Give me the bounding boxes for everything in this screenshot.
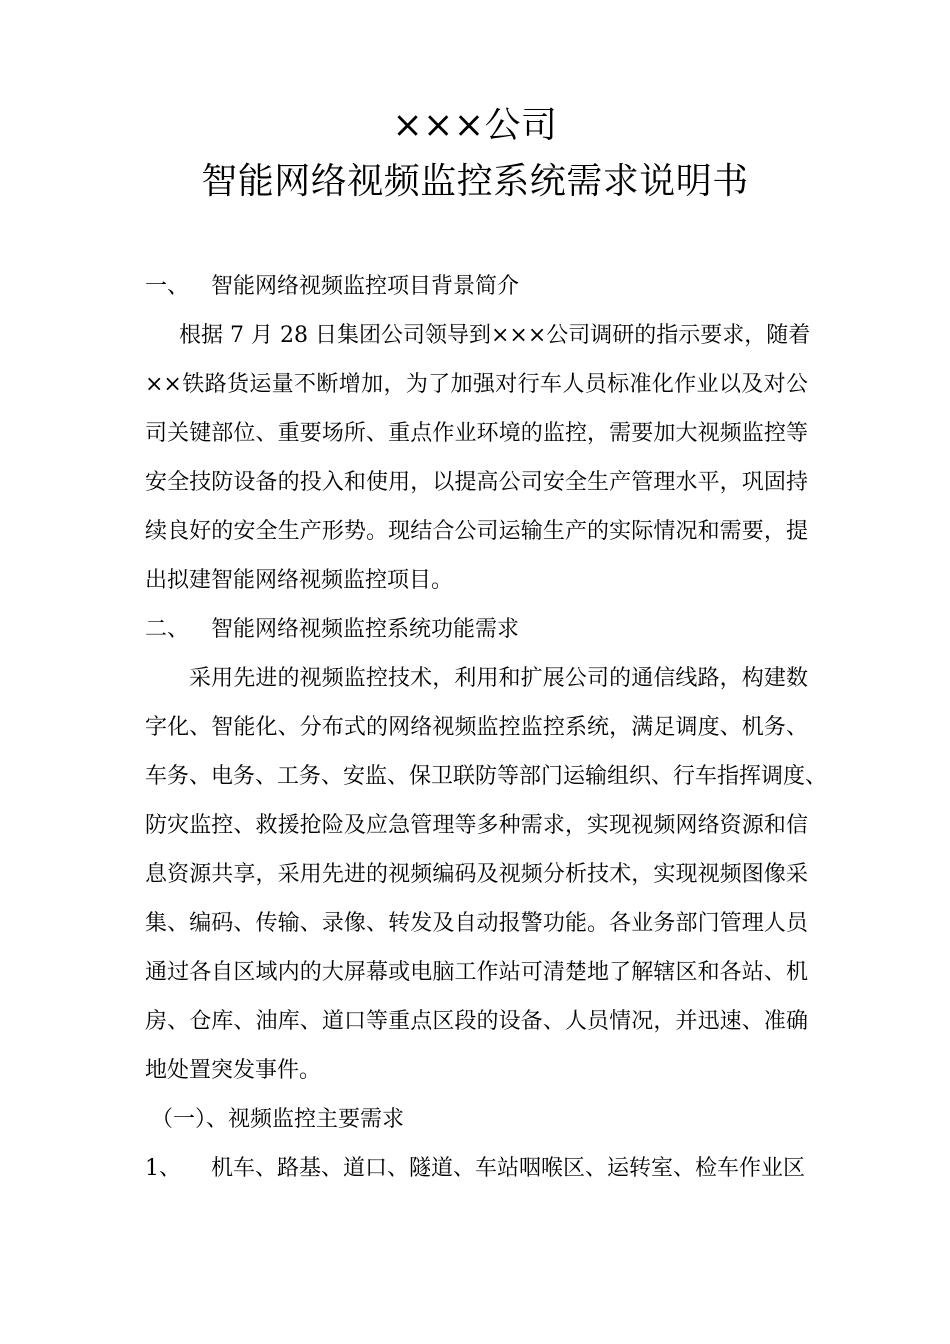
item1-text: 机车、路基、道口、隧道、车站咽喉区、运转室、检车作业区: [211, 1156, 806, 1181]
section2-title: 智能网络视频监控系统功能需求: [211, 617, 520, 642]
section1-paragraph-line: 出拟建智能网络视频监控项目。: [145, 568, 454, 593]
section1-paragraph-line: 司关键部位、重要场所、重点作业环境的监控，需要加大视频监控等: [145, 421, 808, 446]
section2-paragraph-line: 通过各自区域内的大屏幕或电脑工作站可清楚地了解辖区和各站、机: [145, 960, 808, 985]
subsection1-heading: （一）、视频监控主要需求: [151, 1107, 405, 1132]
section2-heading: [145, 605, 808, 654]
document-title: [0, 98, 950, 210]
section2-paragraph-line: 房、仓库、油库、道口等重点区段的设备、人员情况，并迅速、准确: [145, 1009, 808, 1034]
section2-paragraph-line: 集、编码、传输、录像、转发及自动报警功能。各业务部门管理人员: [145, 911, 808, 936]
section2-paragraph-line: 字化、智能化、分布式的网络视频监控监控系统，满足调度、机务、: [145, 715, 808, 740]
section2-paragraph-line: 地处置突发事件。: [145, 1058, 322, 1083]
section1-title: 智能网络视频监控项目背景简介: [211, 274, 520, 299]
section2-paragraph-line: 防灾监控、救援抢险及应急管理等多种需求，实现视频网络资源和信: [145, 813, 808, 838]
title-main: 智能网络视频监控系统需求说明书: [201, 161, 749, 202]
section2-number: 二、: [145, 617, 190, 642]
item1-number: 1、: [145, 1156, 181, 1181]
section1-paragraph-line: 续良好的安全生产形势。现结合公司运输生产的实际情况和需要，提: [145, 519, 808, 544]
document-body: [145, 262, 828, 1193]
section1-heading: [145, 262, 808, 311]
section2-paragraph-line: 采用先进的视频监控技术，利用和扩展公司的通信线路，构建数: [189, 666, 808, 691]
section1-paragraph-line: 根据 7 月 28 日集团公司领导到×××公司调研的指示要求，随着: [179, 323, 811, 348]
section2-paragraph-line: 车务、电务、工务、安监、保卫联防等部门运输组织、行车指挥调度、: [145, 764, 828, 789]
section1-number: 一、: [145, 274, 190, 299]
title-company: ×××公司: [392, 105, 558, 146]
section2-paragraph-line: 息资源共享，采用先进的视频编码及视频分析技术，实现视频图像采: [145, 862, 808, 887]
section1-paragraph-line: ××铁路货运量不断增加，为了加强对行车人员标准化作业以及对公: [145, 372, 808, 397]
section1-paragraph-line: 安全技防设备的投入和使用，以提高公司安全生产管理水平，巩固持: [145, 470, 808, 495]
item1: [145, 1144, 808, 1193]
